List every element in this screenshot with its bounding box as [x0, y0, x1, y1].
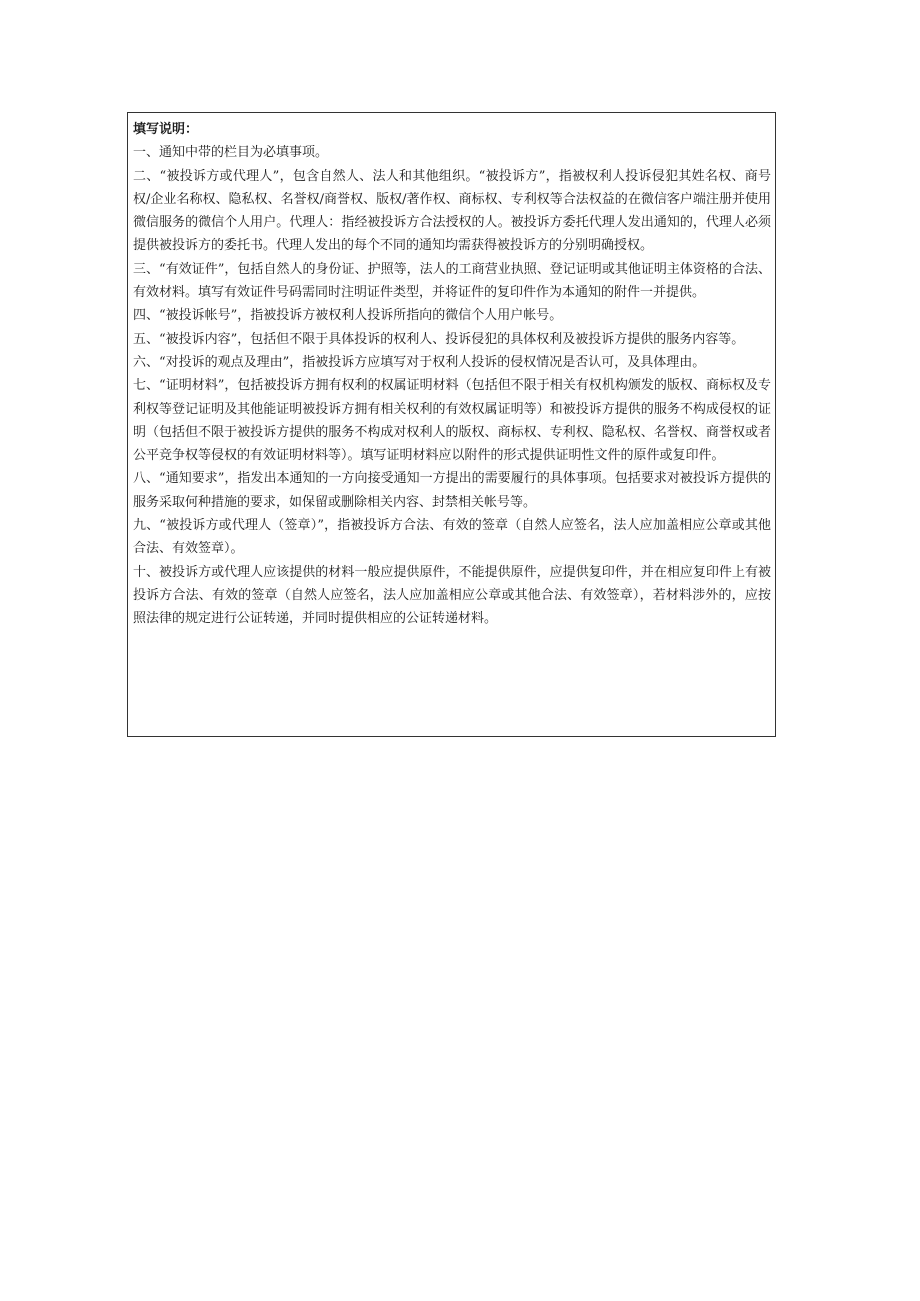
instruction-item-4: 四、“被投诉帐号”，指被投诉方被权利人投诉所指向的微信个人用户帐号。: [133, 308, 563, 324]
instructions-title: 填写说明：: [133, 122, 199, 137]
instruction-item-8: 八、“通知要求”，指发出本通知的一方向接受通知一方提出的需要履行的具体事项。包括要求对被投诉方提供的服务采取何种措施的要求，如保留或删除相关内容、封禁相关帐号等。: [133, 471, 771, 510]
instruction-item-5: 五、“被投诉内容”，包括但不限于具体投诉的权利人、投诉侵犯的具体权利及被投诉方提供的服务内容等。: [133, 331, 745, 347]
instruction-item-9: 九、“被投诉方或代理人（签章）”，指被投诉方合法、有效的签章（自然人应签名，法人应加盖相应公章或其他合法、有效签章）。: [133, 518, 771, 557]
instruction-item-1: 一、通知中带的栏目为必填事项。: [133, 145, 329, 161]
instruction-item-3: 三、“有效证件”，包括自然人的身份证、护照等，法人的工商营业执照、登记证明或其他证明主体资格的合法、有效材料。填写有效证件号码需同时注明证件类型，并将证件的复印件作为本通知的附件一并提供。: [133, 261, 771, 301]
filling-instructions-box: [127, 112, 776, 737]
instruction-item-2: 二、“被投诉方或代理人”，包含自然人、法人和其他组织。“被投诉方”，指被权利人投诉侵犯其姓名权、商号权/企业名称权、隐私权、名誉权/商誉权、版权/著作权、商标权、专利权等合法权益的在微信客户端注册并使用微信服务的微信个人用户。代理人：指经被投诉方合法授权的人。被投诉方委托代理人发出通知的，代理人必须提供被投诉方的委托书。代理人发出的每个不同的通知均需获得被投诉方的分别明确授权。: [133, 168, 771, 254]
instruction-item-7: 七、“证明材料”，包括被投诉方拥有权利的权属证明材料（包括但不限于相关有权机构颁发的版权、商标权及专利权等登记证明及其他能证明被投诉方拥有相关权利的有效权属证明等）和被投诉方提供的服务不构成侵权的证明（包括但不限于被投诉方提供的服务不构成对权利人的版权、商标权、专利权、隐私权、名誉权、商誉权或者公平竞争权等侵权的有效证明材料等）。填写证明材料应以附件的形式提供证明性文件的原件或复印件。: [133, 378, 771, 464]
instruction-item-10: 十、被投诉方或代理人应该提供的材料一般应提供原件，不能提供原件，应提供复印件，并在相应复印件上有被投诉方合法、有效的签章（自然人应签名，法人应加盖相应公章或其他合法、有效签章），若材料涉外的，应按照法律的规定进行公证转递，并同时提供相应的公证转递材料。: [133, 564, 771, 627]
instruction-item-6: 六、“对投诉的观点及理由”，指被投诉方应填写对于权利人投诉的侵权情况是否认可，及具体理由。: [133, 354, 706, 370]
